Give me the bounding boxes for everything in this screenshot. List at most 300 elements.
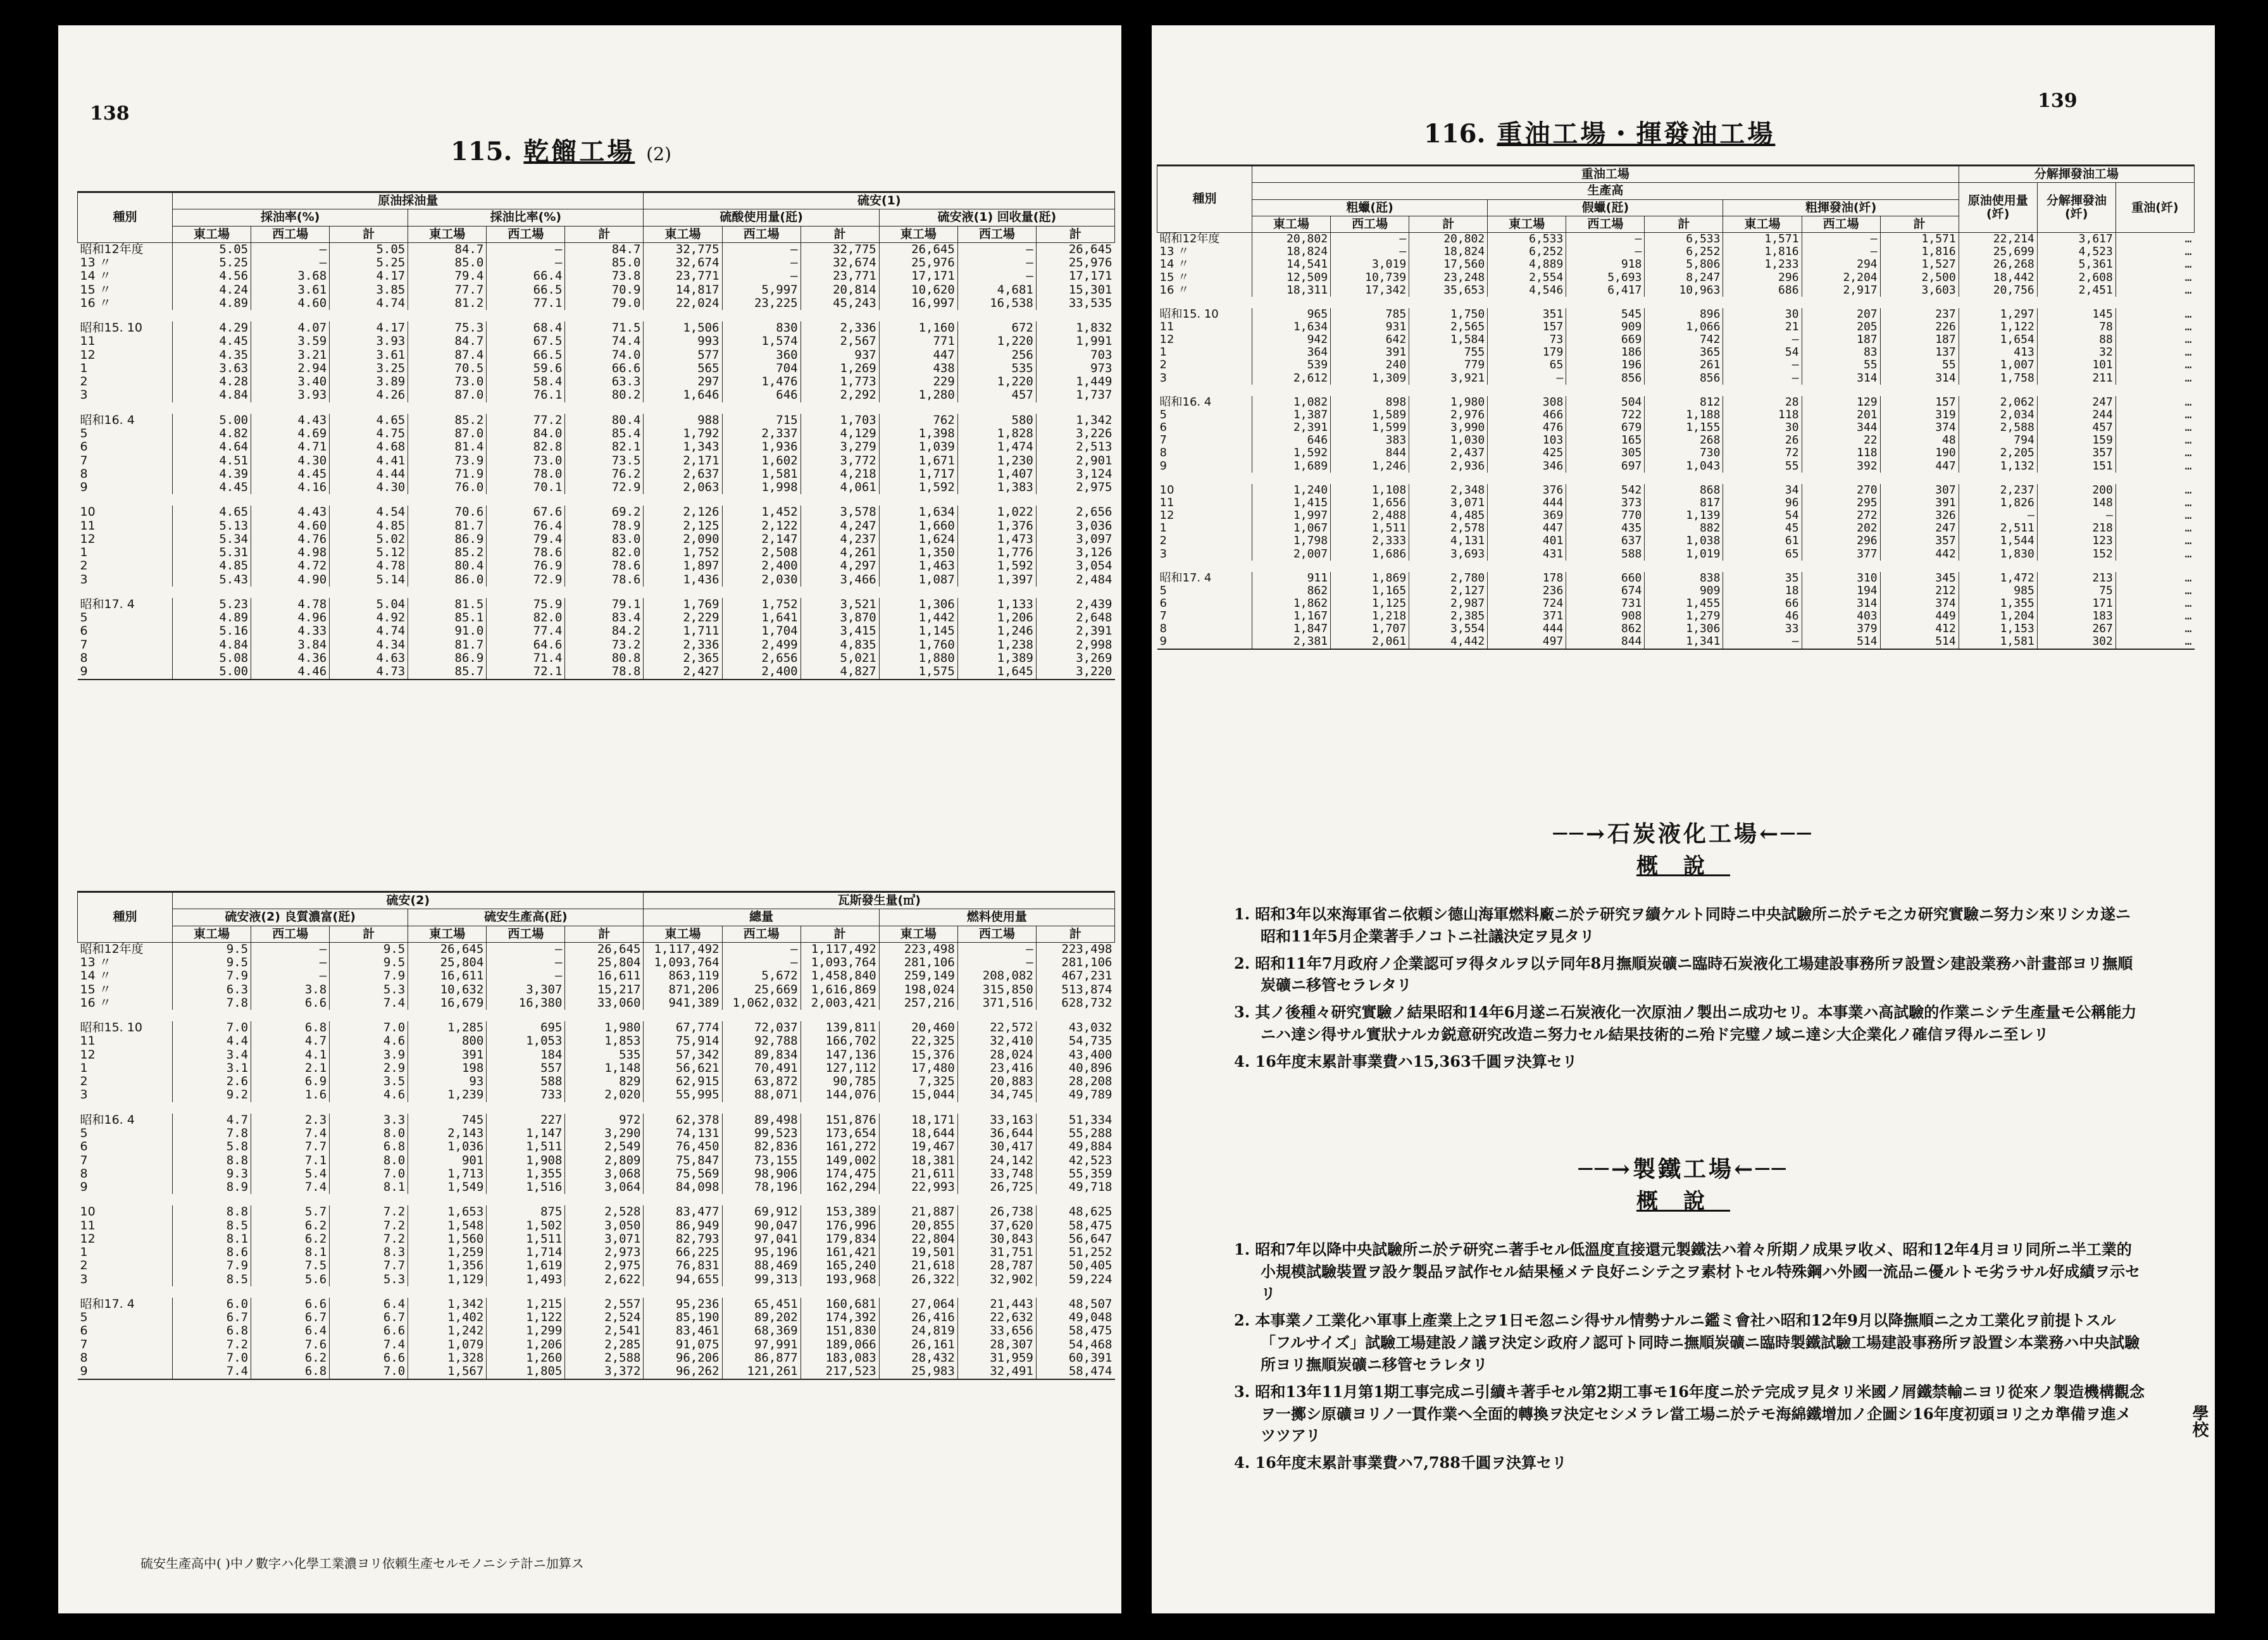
table-cell: 674 xyxy=(1566,585,1645,597)
table-cell: … xyxy=(2115,522,2194,535)
table-cell: 18,442 xyxy=(1959,271,2037,284)
row-label: 12 xyxy=(80,348,96,362)
group-header: 硫安(1) xyxy=(644,192,1115,209)
table-cell: … xyxy=(2115,284,2194,297)
table-cell: 22,572 xyxy=(957,1021,1036,1034)
table-row xyxy=(78,1219,1115,1233)
table-cell: 98,906 xyxy=(722,1167,801,1181)
table-cell: 32 xyxy=(2037,346,2115,359)
table-cell: 5.43 xyxy=(173,573,251,587)
table-cell: 4.85 xyxy=(330,519,408,533)
table-cell: 23,225 xyxy=(722,297,801,310)
table-cell: 838 xyxy=(1645,572,1723,585)
table-cell: 22,632 xyxy=(957,1311,1036,1324)
table-cell: 22,214 xyxy=(1959,233,2037,246)
table-cell: 5.3 xyxy=(330,983,408,997)
table-cell: 6.2 xyxy=(251,1351,330,1365)
table-cell: 26,161 xyxy=(879,1338,957,1351)
table-cell: 4.69 xyxy=(251,427,330,440)
table-cell: 62,915 xyxy=(644,1075,722,1088)
table-cell: 1,758 xyxy=(1959,372,2037,385)
table-cell: 85.4 xyxy=(565,427,644,440)
table-cell: 1,703 xyxy=(801,414,879,427)
table-cell: 26,645 xyxy=(408,942,487,956)
table-cell: 7.7 xyxy=(251,1140,330,1153)
table-cell: 9.5 xyxy=(330,942,408,956)
table-cell: 20,756 xyxy=(1959,284,2037,297)
table-cell: 1,853 xyxy=(565,1034,644,1048)
col-west: 西工場 xyxy=(251,926,330,942)
table-cell: 856 xyxy=(1566,372,1645,385)
table-cell: 1,717 xyxy=(879,468,957,481)
table-cell: 2,336 xyxy=(801,321,879,335)
table-cell: 55 xyxy=(1723,460,1802,473)
section-heading: ──→石炭液化工場←── xyxy=(1553,821,1814,847)
table-cell: 187 xyxy=(1802,333,1880,346)
table-cell: 28,307 xyxy=(957,1338,1036,1351)
table-cell: 1,415 xyxy=(1252,497,1331,509)
table-cell: 200 xyxy=(2037,484,2115,497)
table-cell: 79.4 xyxy=(487,533,565,546)
section-subheading: 概說 xyxy=(1636,854,1730,879)
right-page xyxy=(1152,25,2215,1613)
table-cell: 3.5 xyxy=(330,1075,408,1088)
table-cell: — xyxy=(2037,509,2115,522)
table-row xyxy=(1157,359,2195,371)
table-cell: 715 xyxy=(722,414,801,427)
table-cell: 1,155 xyxy=(1645,421,1723,434)
table-cell: 6,533 xyxy=(1488,233,1566,246)
table-cell: 476 xyxy=(1488,421,1566,434)
table-cell: 4.89 xyxy=(173,611,251,624)
table-cell: 6.6 xyxy=(251,1298,330,1311)
table-cell: 74,131 xyxy=(644,1127,722,1140)
row-label: 12 xyxy=(1159,509,1174,523)
row-label: 11 xyxy=(80,1219,96,1233)
paragraph-item: 1. 昭和7年以降中央試驗所ニ於テ研究ニ著手セル低溫度直接還元製鐵法ハ着々所期ノ成果ヲ收メ、昭和12年4月ヨリ同所ニ半工業的小規模試驗裝置ヲ設ケ製品ヲ試作セル結果極メテ良好ニシテ之ヲ素材トセル特殊鋼ハ外國一流品ニ優ルトモ劣ラサル好成績ヲ示セリ xyxy=(1234,1240,2141,1303)
table-cell: 26,738 xyxy=(957,1205,1036,1219)
table-cell: 49,789 xyxy=(1036,1088,1114,1102)
table-row xyxy=(78,956,1115,969)
table-cell: 247 xyxy=(1880,522,1959,535)
title-number: 115. xyxy=(451,137,513,166)
table-cell: 165,240 xyxy=(801,1259,879,1272)
table-cell: 89,834 xyxy=(722,1048,801,1062)
table-cell: 294 xyxy=(1802,258,1880,271)
table-cell: 21 xyxy=(1723,321,1802,333)
table-cell: 30 xyxy=(1723,421,1802,434)
table-cell: 863,119 xyxy=(644,969,722,983)
table-cell: 1,215 xyxy=(487,1298,565,1311)
table-cell: 6.7 xyxy=(173,1311,251,1324)
table-row xyxy=(78,969,1115,983)
row-label: 5 xyxy=(80,1126,88,1140)
table-cell: … xyxy=(2115,610,2194,623)
table-cell: 1,087 xyxy=(879,573,957,587)
row-label: 2 xyxy=(80,1075,88,1089)
table-cell: 1,242 xyxy=(408,1324,487,1338)
col-total: 計 xyxy=(330,926,408,942)
table-cell: 54 xyxy=(1723,509,1802,522)
subgroup-header: 生產高 xyxy=(1252,183,1959,199)
table-cell: 2,998 xyxy=(1036,638,1114,652)
table-cell: 127,112 xyxy=(801,1062,879,1075)
table-cell: 28,024 xyxy=(957,1048,1036,1062)
table-cell: 256 xyxy=(957,349,1036,362)
table-cell: 171 xyxy=(2037,597,2115,610)
table-row xyxy=(78,468,1115,481)
table-cell: … xyxy=(2115,497,2194,509)
table-cell: 16,611 xyxy=(408,969,487,983)
table-cell: 862 xyxy=(1566,623,1645,635)
table-cell: 4.60 xyxy=(251,297,330,310)
table-cell: 319 xyxy=(1880,409,1959,421)
table-cell: 305 xyxy=(1566,447,1645,459)
table-cell: — xyxy=(957,942,1036,956)
table-cell: 8.6 xyxy=(173,1246,251,1259)
table-cell: 70.6 xyxy=(408,506,487,519)
table-cell: 68.4 xyxy=(487,321,565,335)
table-cell: 1,686 xyxy=(1331,548,1409,561)
table-cell: 8.1 xyxy=(173,1233,251,1246)
table-cell: 1,233 xyxy=(1723,258,1802,271)
table-cell: 63,872 xyxy=(722,1075,801,1088)
table-cell: 17,171 xyxy=(1036,270,1114,283)
table-cell: 2,381 xyxy=(1252,635,1331,649)
table-cell: 1,816 xyxy=(1723,245,1802,258)
table-cell: 8.5 xyxy=(173,1273,251,1286)
table-cell: 70,491 xyxy=(722,1062,801,1075)
table-cell: … xyxy=(2115,509,2194,522)
table-cell: … xyxy=(2115,359,2194,371)
table-cell: 187 xyxy=(1880,333,1959,346)
table-cell: 66,225 xyxy=(644,1246,722,1259)
table-cell: 344 xyxy=(1802,421,1880,434)
table-cell: 2,034 xyxy=(1959,409,2037,421)
row-label: 8 xyxy=(80,651,88,665)
table-cell: 3.89 xyxy=(330,375,408,388)
table-cell: 26,268 xyxy=(1959,258,2037,271)
table-cell: 66.6 xyxy=(565,362,644,375)
table-cell: 5.14 xyxy=(330,573,408,587)
table-cell: … xyxy=(2115,585,2194,597)
table-cell: 4.84 xyxy=(173,638,251,652)
table-cell: 160,681 xyxy=(801,1298,879,1311)
table-cell: 1,826 xyxy=(1959,497,2037,509)
table-cell: 223,498 xyxy=(1036,942,1114,956)
table-cell: 4.28 xyxy=(173,375,251,388)
table-cell: 78 xyxy=(2037,321,2115,333)
table-cell: 1,038 xyxy=(1645,535,1723,547)
table-cell: 57,342 xyxy=(644,1048,722,1062)
table-cell: 80.4 xyxy=(565,414,644,427)
table-cell: 4.75 xyxy=(330,427,408,440)
table-cell: 20,883 xyxy=(957,1075,1036,1088)
table-cell: 7.0 xyxy=(173,1351,251,1365)
table-cell: 7.4 xyxy=(173,1365,251,1379)
table-cell: 147,136 xyxy=(801,1048,879,1062)
table-cell: 73 xyxy=(1488,333,1566,346)
table-cell: 30 xyxy=(1723,308,1802,321)
table-cell: 83 xyxy=(1802,346,1880,359)
table-cell: 1,452 xyxy=(722,506,801,519)
table-cell: 25,983 xyxy=(879,1365,957,1379)
col-east: 東工場 xyxy=(1252,216,1331,232)
table-cell: 74.4 xyxy=(565,335,644,348)
table-row xyxy=(78,310,1115,321)
table-cell: 18,824 xyxy=(1409,245,1488,258)
table-cell: 1,560 xyxy=(408,1233,487,1246)
table-cell: 4,237 xyxy=(801,533,879,546)
table-cell: 79.4 xyxy=(408,270,487,283)
subgroup-header: 原油使用量(竏) xyxy=(1959,183,2037,233)
table-cell: 4.07 xyxy=(251,321,330,335)
table-cell: 1,752 xyxy=(644,546,722,559)
table-cell: 75,914 xyxy=(644,1034,722,1048)
table-cell: 76.1 xyxy=(487,388,565,402)
col-total: 計 xyxy=(1036,926,1114,942)
table-cell: 28,432 xyxy=(879,1351,957,1365)
table-cell: 1,997 xyxy=(1252,509,1331,522)
table-row xyxy=(1157,610,2195,623)
table-cell: 76.0 xyxy=(408,481,487,494)
table-row xyxy=(78,598,1115,611)
table-cell: 78.6 xyxy=(565,559,644,573)
table-cell: 942 xyxy=(1252,333,1331,346)
col-total: 計 xyxy=(565,926,644,942)
table-cell: 151 xyxy=(2037,460,2115,473)
table-cell: 447 xyxy=(879,349,957,362)
table-cell: 2,637 xyxy=(644,468,722,481)
table-cell: 2,524 xyxy=(565,1311,644,1324)
table-cell: 535 xyxy=(565,1048,644,1062)
table-cell: 3,466 xyxy=(801,573,879,587)
table-cell: 4,218 xyxy=(801,468,879,481)
table-cell: 10,963 xyxy=(1645,284,1723,297)
table-cell: 2,608 xyxy=(2037,271,2115,284)
table-cell: 2,237 xyxy=(1959,484,2037,497)
table-cell: 1,634 xyxy=(879,506,957,519)
row-label: 9 xyxy=(1159,635,1167,649)
table-cell: 4,297 xyxy=(801,559,879,573)
col-west: 西工場 xyxy=(1802,216,1880,232)
table-cell: 28,787 xyxy=(957,1259,1036,1272)
table-cell: 4.72 xyxy=(251,559,330,573)
table-cell: 93 xyxy=(408,1075,487,1088)
table-cell: 70.1 xyxy=(487,481,565,494)
table-cell: 4.73 xyxy=(330,665,408,679)
table-row xyxy=(78,349,1115,362)
table-cell: 5.8 xyxy=(173,1140,251,1153)
table-cell: 22,024 xyxy=(644,297,722,310)
table-row xyxy=(78,624,1115,638)
table-cell: 2,061 xyxy=(1331,635,1409,649)
table-cell: 159 xyxy=(2037,434,2115,447)
table-row xyxy=(78,638,1115,652)
table-cell: 66.5 xyxy=(487,349,565,362)
subgroup-header: 粗蠟(瓩) xyxy=(1252,199,1488,216)
table-cell: 14,817 xyxy=(644,283,722,297)
row-label: 16 〃 xyxy=(80,996,111,1010)
table-cell: 2,337 xyxy=(722,427,801,440)
row-label: 昭和12年度 xyxy=(1159,232,1220,246)
table-cell: 5.25 xyxy=(330,256,408,270)
table-cell: … xyxy=(2115,460,2194,473)
table-cell: 1,737 xyxy=(1036,388,1114,402)
table-cell: 2,427 xyxy=(644,665,722,679)
table-cell: 545 xyxy=(1566,308,1645,321)
table-cell: 5.02 xyxy=(330,533,408,546)
table-cell: 1,342 xyxy=(408,1298,487,1311)
table-cell: 1,711 xyxy=(644,624,722,638)
table-cell: 2,975 xyxy=(565,1259,644,1272)
table-cell: 18,824 xyxy=(1252,245,1331,258)
table-cell: 50,405 xyxy=(1036,1259,1114,1272)
table-cell: 26,645 xyxy=(1036,242,1114,256)
table-cell: 5.13 xyxy=(173,519,251,533)
table-cell: 2,557 xyxy=(565,1298,644,1311)
table-cell: … xyxy=(2115,447,2194,459)
page-number: 138 xyxy=(90,102,130,125)
table-cell: 7.2 xyxy=(173,1338,251,1351)
table-cell: 1,066 xyxy=(1645,321,1723,333)
table-cell: 539 xyxy=(1252,359,1331,371)
table-cell: 20,802 xyxy=(1252,233,1331,246)
table-cell: 161,272 xyxy=(801,1140,879,1153)
table-cell: 314 xyxy=(1802,372,1880,385)
table-cell: 4.34 xyxy=(330,638,408,652)
table-cell: 3,226 xyxy=(1036,427,1114,440)
table-cell: 8.1 xyxy=(330,1181,408,1194)
table-cell: 4.78 xyxy=(251,598,330,611)
table-row xyxy=(78,402,1115,414)
table-cell: 5.00 xyxy=(173,665,251,679)
table-cell: 66 xyxy=(1723,597,1802,610)
table-cell: 314 xyxy=(1802,597,1880,610)
table-cell: 61 xyxy=(1723,535,1802,547)
table-cell: 1,980 xyxy=(1409,396,1488,409)
table-cell: 2,400 xyxy=(722,665,801,679)
table-cell: 425 xyxy=(1488,447,1566,459)
table-cell: 4,261 xyxy=(801,546,879,559)
table-cell: 16,538 xyxy=(957,297,1036,310)
table-cell: 7.2 xyxy=(330,1219,408,1233)
table-cell: 21,618 xyxy=(879,1259,957,1272)
row-label: 昭和17. 4 xyxy=(80,597,135,611)
table-cell: 76,831 xyxy=(644,1259,722,1272)
table-cell: 201 xyxy=(1802,409,1880,421)
table-cell: 97,991 xyxy=(722,1338,801,1351)
title-number: 116. xyxy=(1424,119,1486,149)
col-total: 計 xyxy=(801,926,879,942)
table-cell: 1,108 xyxy=(1331,484,1409,497)
table-cell: 1,389 xyxy=(957,652,1036,665)
table-row xyxy=(1157,271,2195,284)
table-cell: 51,334 xyxy=(1036,1114,1114,1127)
row-label: 昭和16. 4 xyxy=(80,413,135,427)
row-label: 2 xyxy=(80,375,88,389)
table-row xyxy=(78,362,1115,375)
table-cell: 1,575 xyxy=(879,665,957,679)
row-label: 11 xyxy=(80,1034,96,1048)
table-cell: 5,021 xyxy=(801,652,879,665)
table-cell: 17,171 xyxy=(879,270,957,283)
table-cell: 23,416 xyxy=(957,1062,1036,1075)
row-label: 6 xyxy=(80,440,88,454)
table-cell: 695 xyxy=(487,1021,565,1034)
table-row xyxy=(78,1114,1115,1127)
table-cell: 194 xyxy=(1802,585,1880,597)
table-cell: 6,417 xyxy=(1566,284,1645,297)
table-row xyxy=(1157,585,2195,597)
subgroup-header: 硫安液(2) 良質濃富(瓩) xyxy=(173,909,408,926)
col-west: 西工場 xyxy=(251,226,330,242)
table-cell: — xyxy=(487,256,565,270)
table-cell: 4.43 xyxy=(251,506,330,519)
table-cell: 28 xyxy=(1723,396,1802,409)
table-cell: 72.9 xyxy=(487,573,565,587)
table-row xyxy=(78,270,1115,283)
table-row xyxy=(1157,548,2195,561)
table-cell: 1,998 xyxy=(722,481,801,494)
row-label: 6 xyxy=(80,1324,88,1338)
row-label: 2 xyxy=(1159,359,1167,372)
table-cell: 4,485 xyxy=(1409,509,1488,522)
table-cell: 6.6 xyxy=(251,997,330,1010)
table-cell: 178 xyxy=(1488,572,1566,585)
table-cell: 7.0 xyxy=(330,1365,408,1379)
table-cell: 218 xyxy=(2037,522,2115,535)
row-label: 1 xyxy=(80,1061,88,1075)
subgroup-header: 燃料使用量 xyxy=(879,909,1114,926)
section-coal-liquefaction xyxy=(1152,816,2215,879)
table-row xyxy=(1157,346,2195,359)
table-cell: 1,036 xyxy=(408,1140,487,1153)
table-cell: 779 xyxy=(1409,359,1488,371)
table-cell: 223,498 xyxy=(879,942,957,956)
table-cell: — xyxy=(722,270,801,283)
col-west: 西工場 xyxy=(487,226,565,242)
table-cell: 882 xyxy=(1645,522,1723,535)
table-cell: 267 xyxy=(2037,623,2115,635)
table-cell: 911 xyxy=(1252,572,1331,585)
table-cell: 985 xyxy=(1959,585,2037,597)
table-cell: 2,656 xyxy=(1036,506,1114,519)
table-cell: 1,206 xyxy=(957,611,1036,624)
row-label: 1 xyxy=(1159,346,1167,359)
table-cell: 82.0 xyxy=(565,546,644,559)
table-cell: 2,567 xyxy=(801,335,879,348)
table-cell: 18,171 xyxy=(879,1114,957,1127)
table-cell: 32,775 xyxy=(801,242,879,256)
table-cell: … xyxy=(2115,372,2194,385)
table-cell: 33,656 xyxy=(957,1324,1036,1338)
table-cell: 1,656 xyxy=(1331,497,1409,509)
table-cell: 5.08 xyxy=(173,652,251,665)
table-cell: 1,230 xyxy=(957,454,1036,468)
table-cell: 909 xyxy=(1566,321,1645,333)
table-cell: 871,206 xyxy=(644,983,722,997)
table-cell: 82,836 xyxy=(722,1140,801,1153)
table-cell: — xyxy=(722,242,801,256)
table-cell: 8.1 xyxy=(251,1246,330,1259)
table-cell: 89,498 xyxy=(722,1114,801,1127)
row-label: 7 xyxy=(1159,610,1167,623)
subgroup-header: 粗揮發油(竏) xyxy=(1723,199,1959,216)
table-cell: 376 xyxy=(1488,484,1566,497)
table-cell: 2,336 xyxy=(644,638,722,652)
table-cell: 1,832 xyxy=(1036,321,1114,335)
